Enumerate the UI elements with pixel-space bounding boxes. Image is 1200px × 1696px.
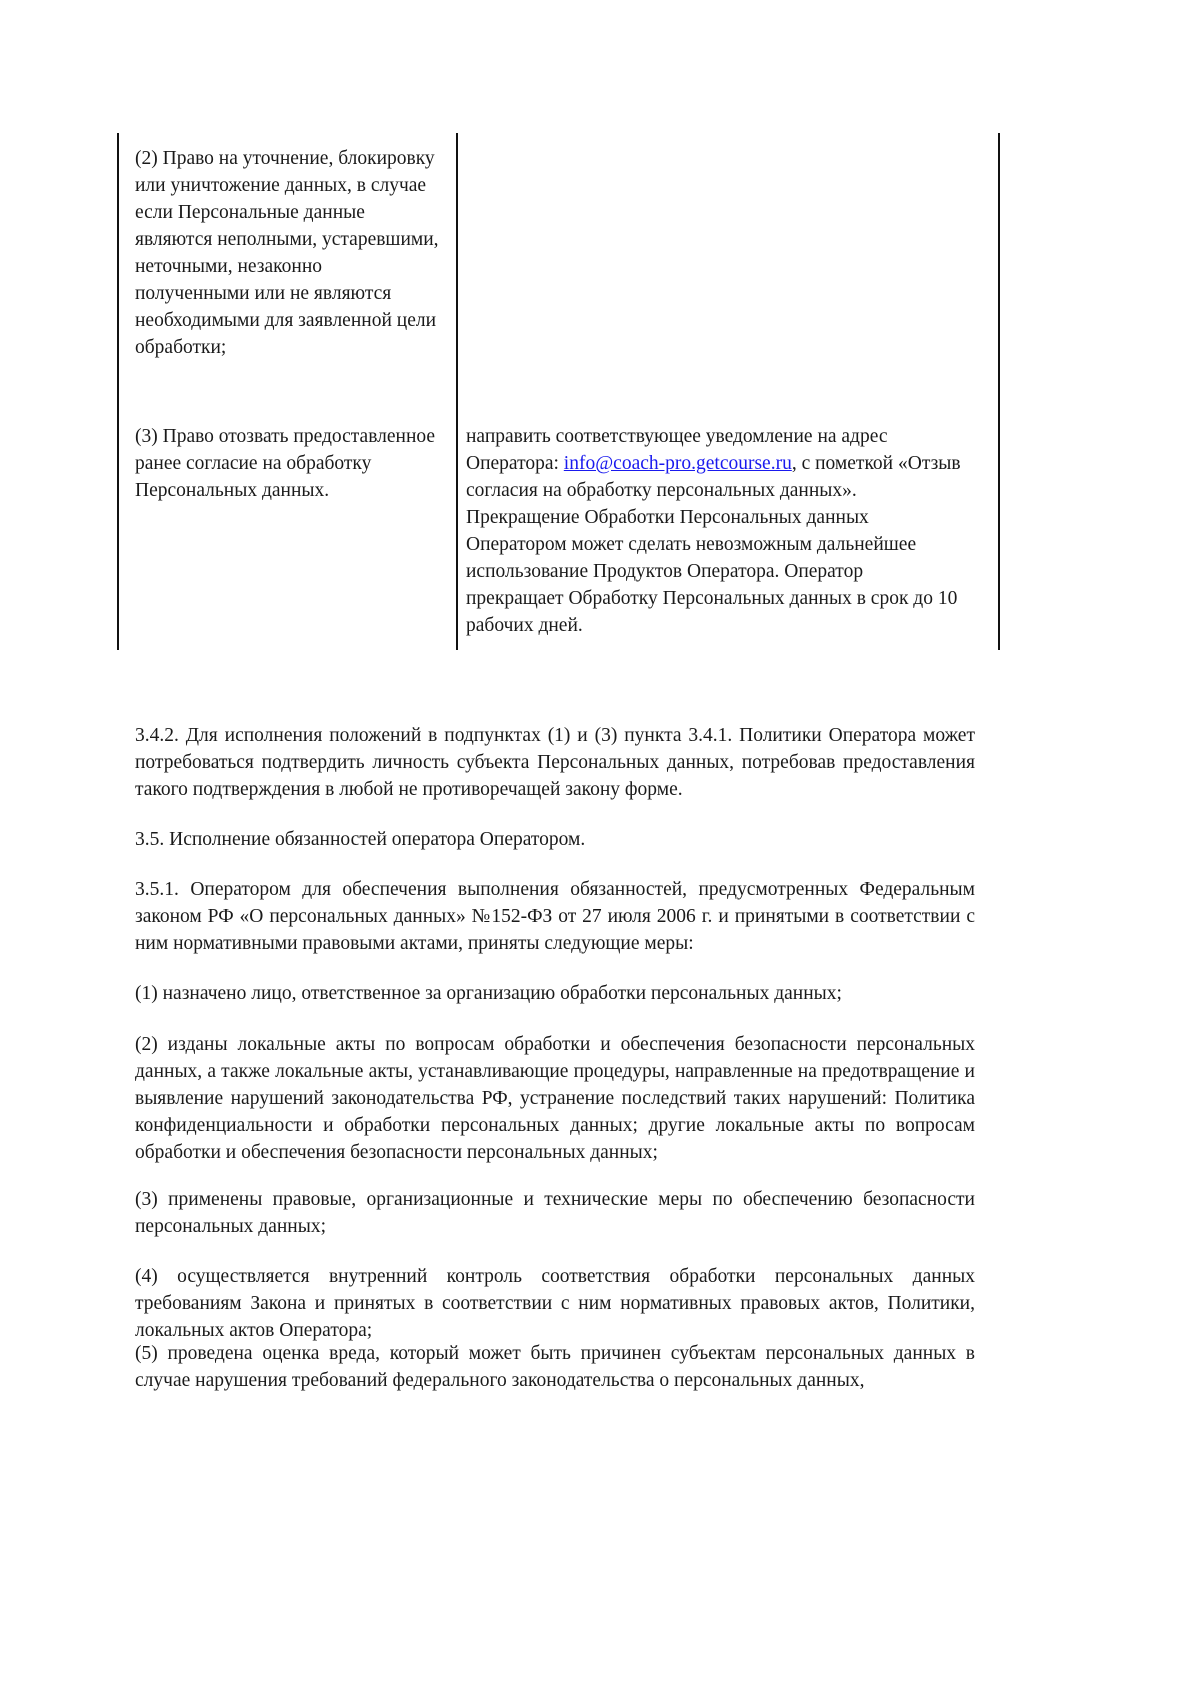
paragraph-text: 3.5.1. Оператором для обеспечения выполнения обязанностей, предусмотренных Федеральным законом РФ «О персональных данных» №152-ФЗ от 27 июля 2006 г. и принятыми в соответствии с ним нормативными правовыми актами, приняты следующие меры:	[135, 879, 975, 954]
cell-line: (3) Право отозвать предоставленное	[135, 426, 436, 447]
table-cell-procedure	[466, 423, 996, 639]
paragraph-text: (2) изданы локальные акты по вопросам обработки и обеспечения безопасности персональных данных, а также локальные акты, устанавливающие процедуры, направленные на предотвращение и выявление нарушений законодательства РФ, устранение последствий таких нарушений: Политика конфиденциальности и обработки персональных данных; другие локальные акты по вопросам обработки и обеспечения безопасности персональных данных;	[135, 1034, 975, 1163]
cell-line: рабочих дней.	[466, 615, 583, 636]
cell-line: неточными, незаконно	[135, 256, 323, 277]
table-cell-right-description	[135, 423, 455, 504]
cell-line	[466, 450, 996, 477]
paragraph-text: (4) осуществляется внутренний контроль соответствия обработки персональных данных требованиям Закона и принятых в соответствии с ним нормативных правовых актов, Политики, локальных актов Оператора;	[135, 1266, 975, 1341]
paragraph-3-5-1	[135, 876, 975, 957]
paragraph-3-5	[135, 826, 975, 853]
cell-line: Оператором может сделать невозможным дальнейшее	[466, 534, 917, 555]
measure-item-4	[135, 1263, 975, 1344]
rights-table	[117, 133, 1000, 650]
cell-line: если Персональные данные	[135, 202, 365, 223]
measure-item-5	[135, 1340, 975, 1394]
cell-line: ранее согласие на обработку	[135, 453, 372, 474]
cell-line: полученными или не являются	[135, 283, 392, 304]
cell-line: прекращает Обработку Персональных данных в срок до 10	[466, 588, 958, 609]
measure-item-3	[135, 1186, 975, 1240]
cell-text: Оператора:	[466, 453, 564, 474]
cell-line: (2) Право на уточнение, блокировку	[135, 148, 435, 169]
table-cell-right-description	[135, 145, 455, 361]
paragraph-3-4-2	[135, 722, 975, 803]
cell-line: направить соответствующее уведомление на адрес	[466, 426, 888, 447]
paragraph-text: (1) назначено лицо, ответственное за организацию обработки персональных данных;	[135, 983, 842, 1004]
paragraph-text: (3) применены правовые, организационные и технические меры по обеспечению безопасности персональных данных;	[135, 1189, 975, 1237]
cell-line: обработки;	[135, 337, 227, 358]
table-column-divider	[456, 133, 458, 650]
cell-line: Персональных данных.	[135, 480, 330, 501]
cell-line: Прекращение Обработки Персональных данных	[466, 507, 869, 528]
paragraph-text: 3.4.2. Для исполнения положений в подпунктах (1) и (3) пункта 3.4.1. Политики Оператора может потребоваться подтвердить личность субъекта Персональных данных, потребовав предоставления такого подтверждения в любой не противоречащей закону форме.	[135, 725, 975, 800]
cell-line: являются неполными, устаревшими,	[135, 229, 439, 250]
measure-item-1	[135, 980, 975, 1007]
cell-line: или уничтожение данных, в случае	[135, 175, 427, 196]
email-link[interactable]: info@coach-pro.getcourse.ru	[563, 453, 792, 474]
measure-item-2	[135, 1031, 975, 1166]
cell-line: согласия на обработку персональных данных».	[466, 480, 857, 501]
cell-line: использование Продуктов Оператора. Оператор	[466, 561, 864, 582]
paragraph-text: (5) проведена оценка вреда, который может быть причинен субъектам персональных данных в случае нарушения требований федерального законодательства о персональных данных,	[135, 1343, 975, 1391]
cell-text: , с пометкой «Отзыв	[791, 453, 961, 474]
cell-line: необходимыми для заявленной цели	[135, 310, 437, 331]
paragraph-text: 3.5. Исполнение обязанностей оператора Оператором.	[135, 829, 586, 850]
